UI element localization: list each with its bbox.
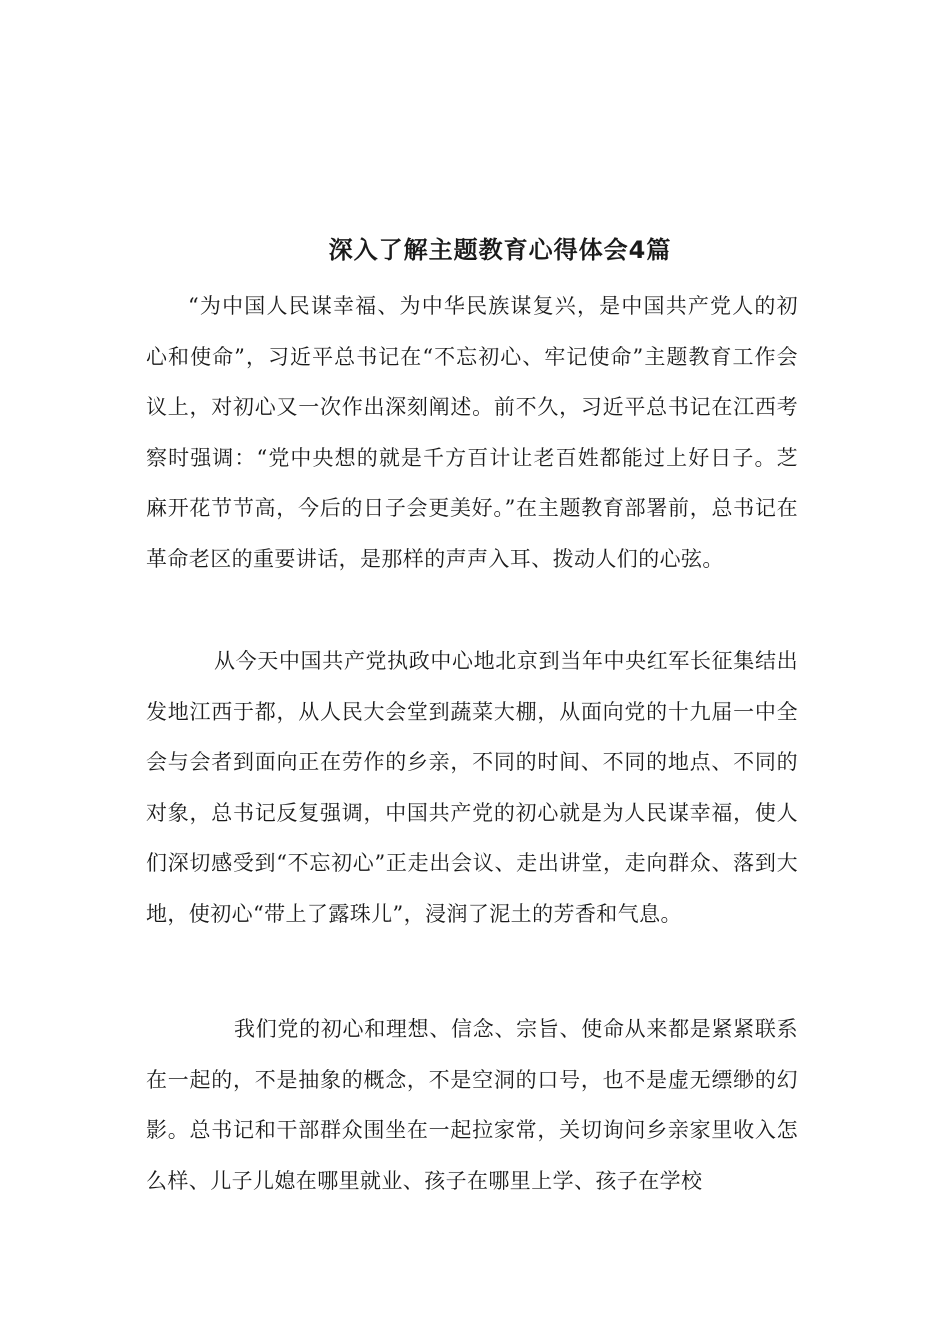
document-title: 深入了解主题教育心得体会4篇 xyxy=(328,236,672,264)
paragraph-3: 我们党的初心和理想、信念、宗旨、使命从来都是紧紧联系在一起的，不是抽象的概念，不是空洞的口号，也不是虚无缥缈的幻影。总书记和干部群众围坐在一起拉家常，关切询问乡亲家里收入怎么样、儿子儿媳在哪里就业、孩子在哪里上学、孩子在学校 xyxy=(146,1017,798,1193)
paragraph-2: 从今天中国共产党执政中心地北京到当年中央红军长征集结出发地江西于都，从人民大会堂到蔬菜大棚，从面向党的十九届一中全会与会者到面向正在劳作的乡亲，不同的时间、不同的地点、不同的对象，总书记反复强调，中国共产党的初心就是为人民谋幸福，使人们深切感受到“不忘初心”正走出会议、走出讲堂，走向群众、落到大地，使初心“带上了露珠儿”，浸润了泥土的芳香和气息。 xyxy=(146,649,798,926)
paragraph-1: “为中国人民谋幸福、为中华民族谋复兴，是中国共产党人的初心和使命”，习近平总书记在“不忘初心、牢记使命”主题教育工作会议上，对初心又一次作出深刻阐述。前不久，习近平总书记在江西考察时强调：“党中央想的就是千方百计让老百姓都能过上好日子。芝麻开花节节高，今后的日子会更美好。”在主题教育部署前，总书记在革命老区的重要讲话，是那样的声声入耳、拨动人们的心弦。 xyxy=(146,294,798,571)
